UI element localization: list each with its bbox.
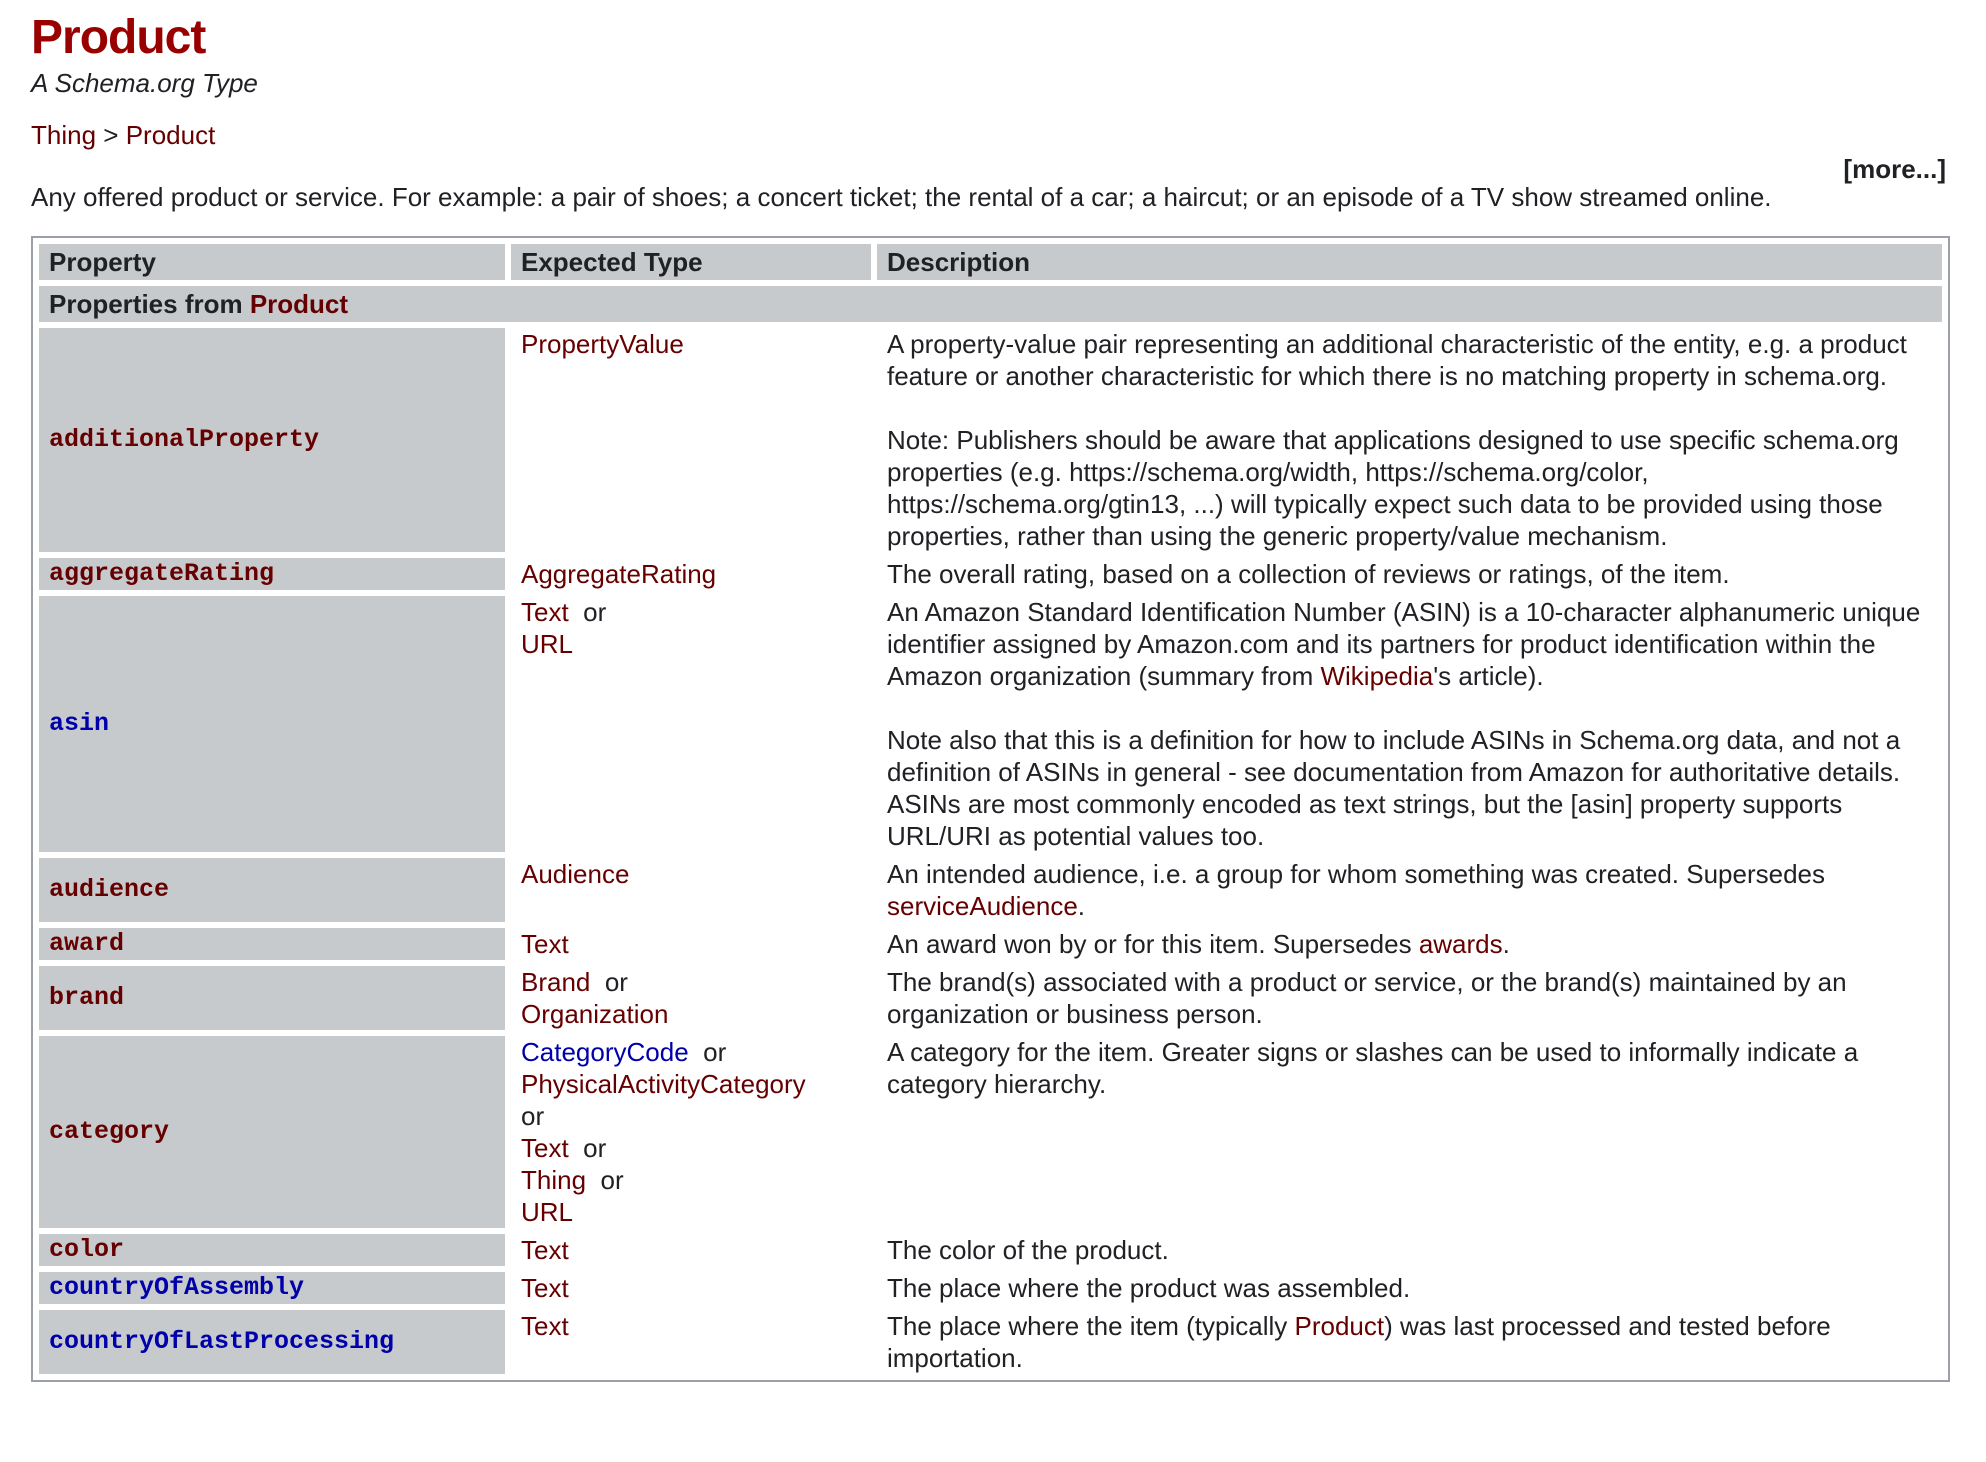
type-link-AggregateRating[interactable]: AggregateRating	[521, 559, 717, 589]
property-cell	[39, 1272, 505, 1304]
or-separator: or	[604, 967, 628, 997]
description-cell	[877, 928, 1942, 960]
type-link-Audience[interactable]: Audience	[521, 859, 630, 889]
type-link-Text[interactable]: Text	[521, 1273, 569, 1303]
table-header-row	[39, 244, 1942, 280]
description-paragraph: A property-value pair representing an additional characteristic of the entity, e.g. a product feature or another characteristic for which there is no matching property in schema.org.	[887, 329, 1907, 391]
type-link-Text[interactable]: Text	[521, 1311, 569, 1341]
expected-type-cell	[511, 966, 871, 1030]
more-link[interactable]: [more...]	[1843, 154, 1946, 184]
table-row	[39, 1310, 1942, 1374]
expected-type-cell	[511, 596, 871, 852]
type-link-CategoryCode[interactable]: CategoryCode	[521, 1037, 689, 1067]
property-cell	[39, 1234, 505, 1266]
property-link-award[interactable]: award	[49, 929, 125, 958]
description-cell	[877, 596, 1942, 852]
property-link-additionalProperty[interactable]: additionalProperty	[49, 425, 320, 454]
description-cell	[877, 1272, 1942, 1304]
table-row	[39, 328, 1942, 552]
description-link-serviceAudience[interactable]: serviceAudience	[887, 891, 1078, 921]
description-paragraph: Note: Publishers should be aware that applications designed to use specific schema.org properties (e.g. https://schema.org/width, https://schema.org/color, https://schema.org/gtin13, ...) will typically expect such data to be provided using those properties, rather than using the generic property/value mechanism.	[887, 425, 1899, 551]
type-link-Text[interactable]: Text	[521, 597, 569, 627]
table-row	[39, 858, 1942, 922]
table-row	[39, 558, 1942, 590]
description-paragraph: The place where the item (typically Product) was last processed and tested before importation.	[887, 1311, 1831, 1373]
property-cell	[39, 1310, 505, 1374]
type-link-Thing[interactable]: Thing	[521, 1165, 587, 1195]
or-separator: or	[600, 1165, 624, 1195]
type-description: Any offered product or service. For example: a pair of shoes; a concert ticket; the rental of a car; a haircut; or an episode of a TV show streamed online.	[31, 182, 1772, 212]
description-paragraph: The overall rating, based on a collection of reviews or ratings, of the item.	[887, 559, 1730, 589]
description-paragraph: The brand(s) associated with a product or service, or the brand(s) maintained by an organization or business person.	[887, 967, 1847, 1029]
expected-type-cell	[511, 558, 871, 590]
type-link-URL[interactable]: URL	[521, 629, 574, 659]
breadcrumb-thing[interactable]: Thing	[31, 120, 97, 150]
description-paragraph: An Amazon Standard Identification Number (ASIN) is a 10-character alphanumeric unique identifier assigned by Amazon.com and its partners for product identification within the Amazon organization (summary from Wikipedia's article).	[887, 597, 1921, 691]
property-cell	[39, 328, 505, 552]
property-cell	[39, 966, 505, 1030]
description-cell	[877, 966, 1942, 1030]
description-cell	[877, 1310, 1942, 1374]
property-link-asin[interactable]: asin	[49, 709, 110, 738]
type-link-PhysicalActivityCategory[interactable]: PhysicalActivityCategory	[521, 1069, 806, 1099]
property-cell	[39, 858, 505, 922]
property-cell	[39, 928, 505, 960]
section-prefix: Properties from	[49, 288, 250, 319]
breadcrumb	[31, 120, 1950, 150]
expected-type-cell	[511, 1310, 871, 1374]
table-row	[39, 1272, 1942, 1304]
or-separator: or	[703, 1037, 727, 1067]
property-cell	[39, 1036, 505, 1228]
property-link-countryOfAssembly[interactable]: countryOfAssembly	[49, 1273, 305, 1302]
type-link-Organization[interactable]: Organization	[521, 999, 669, 1029]
type-link-Text[interactable]: Text	[521, 1133, 569, 1163]
section-header	[39, 286, 1942, 322]
table-row	[39, 1036, 1942, 1228]
type-link-PropertyValue[interactable]: PropertyValue	[521, 329, 684, 359]
expected-type-cell	[511, 928, 871, 960]
description-paragraph: An award won by or for this item. Supersedes awards.	[887, 929, 1510, 959]
description-link-Product[interactable]: Product	[1294, 1311, 1385, 1341]
or-separator: or	[583, 597, 607, 627]
expected-type-cell	[511, 1272, 871, 1304]
wikipedia-link[interactable]: Wikipedia	[1320, 661, 1434, 691]
property-link-color[interactable]: color	[49, 1235, 125, 1264]
properties-table	[31, 236, 1950, 1382]
expected-type-cell	[511, 1036, 871, 1228]
property-link-brand[interactable]: brand	[49, 983, 125, 1012]
property-link-audience[interactable]: audience	[49, 875, 170, 904]
table-row	[39, 596, 1942, 852]
page-title: Product	[31, 11, 206, 64]
properties-table-body	[39, 328, 1942, 1374]
description-cell	[877, 558, 1942, 590]
section-header-row	[39, 286, 1942, 322]
description-cell	[877, 1234, 1942, 1266]
description-paragraph: A category for the item. Greater signs or slashes can be used to informally indicate a category hierarchy.	[887, 1037, 1859, 1099]
table-row	[39, 928, 1942, 960]
description-paragraph: The color of the product.	[887, 1235, 1169, 1265]
more-container	[31, 154, 1950, 184]
section-type-link[interactable]: Product	[249, 288, 349, 319]
page-subtitle: A Schema.org Type	[31, 68, 258, 98]
or-separator: or	[583, 1133, 607, 1163]
type-link-Text[interactable]: Text	[521, 1235, 569, 1265]
table-row	[39, 966, 1942, 1030]
breadcrumb-product[interactable]: Product	[125, 120, 216, 150]
description-link-awards[interactable]: awards	[1418, 929, 1503, 959]
breadcrumb-separator: >	[103, 120, 119, 150]
table-row	[39, 1234, 1942, 1266]
description-paragraph: The place where the product was assembled.	[887, 1273, 1411, 1303]
column-header-expected-type: Expected Type	[511, 244, 871, 280]
expected-type-cell	[511, 328, 871, 552]
property-cell	[39, 558, 505, 590]
type-link-Text[interactable]: Text	[521, 929, 569, 959]
type-link-URL[interactable]: URL	[521, 1197, 574, 1227]
description-paragraph: An intended audience, i.e. a group for whom something was created. Supersedes serviceAudience.	[887, 859, 1826, 921]
property-cell	[39, 596, 505, 852]
description-paragraph: Note also that this is a definition for how to include ASINs in Schema.org data, and not a definition of ASINs in general - see documentation from Amazon for authoritative details. ASINs are most commonly encoded as text strings, but the [asin] property supports URL/URI as potential values too.	[887, 725, 1901, 851]
description-cell	[877, 328, 1942, 552]
type-link-Brand[interactable]: Brand	[521, 967, 591, 997]
expected-type-cell	[511, 858, 871, 922]
expected-type-cell	[511, 1234, 871, 1266]
property-link-countryOfLastProcessing[interactable]: countryOfLastProcessing	[49, 1327, 395, 1356]
property-link-category[interactable]: category	[49, 1117, 170, 1146]
column-header-description: Description	[877, 244, 1942, 280]
description-cell	[877, 1036, 1942, 1228]
or-separator: or	[521, 1101, 545, 1131]
description-cell	[877, 858, 1942, 922]
property-link-aggregateRating[interactable]: aggregateRating	[49, 559, 275, 588]
column-header-property: Property	[39, 244, 505, 280]
